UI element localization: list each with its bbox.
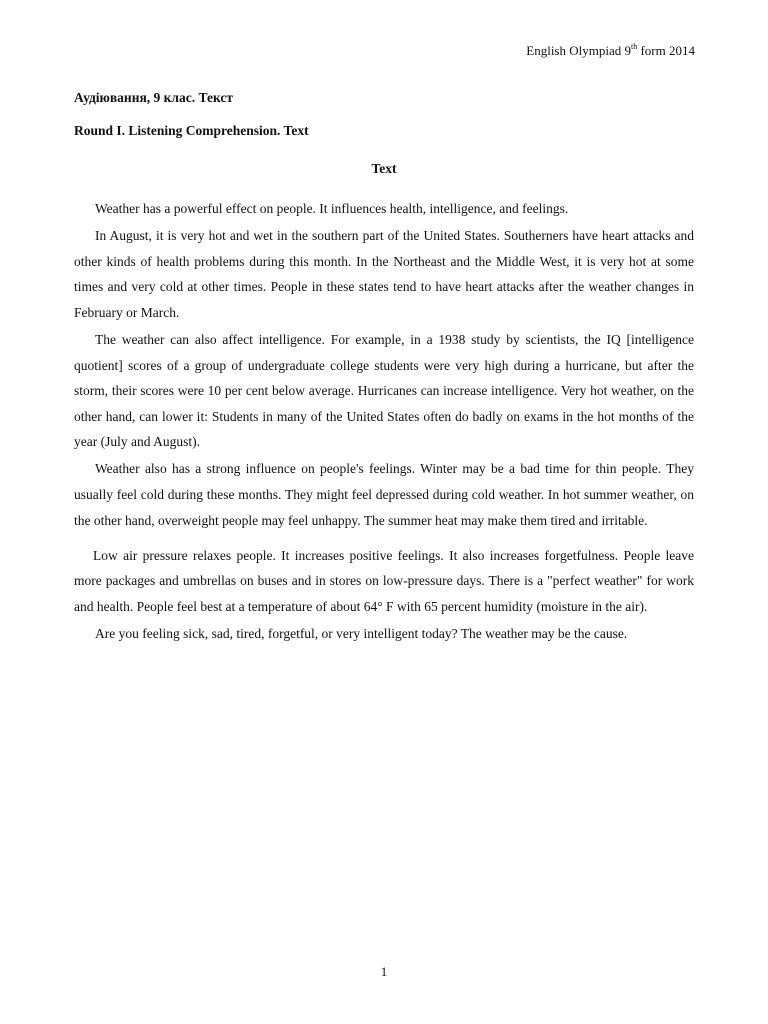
paragraph-6: Are you feeling sick, sad, tired, forgetful, or very intelligent today? The weather may be the cause. <box>95 626 628 641</box>
body-text <box>74 196 694 648</box>
header-text-after: form 2014 <box>637 43 695 58</box>
paragraph-1: Weather has a powerful effect on people. It influences health, intelligence, and feelings. <box>95 201 569 216</box>
header-superscript: th <box>630 41 638 51</box>
paragraph-4: Weather also has a strong influence on people's feelings. Winter may be a bad time for thin people. They usually feel cold during these months. They might feel depressed during cold weather. In hot summer weather, on the other hand, overweight people may feel unhappy. The summer heat may make them tired and irritable. <box>74 461 694 528</box>
heading-ukrainian: Аудіювання, 9 клас. Текст <box>74 90 234 105</box>
heading-english: Round I. Listening Comprehension. Text <box>74 123 309 138</box>
text-title: Text <box>371 161 397 176</box>
paragraph-5: Low air pressure relaxes people. It increases positive feelings. It also increases forgetfulness. People leave more packages and umbrellas on buses and in stores on low-pressure days. There is a "perfect weather" for work and health. People feel best at a temperature of about 64° F with 65 percent humidity (moisture in the air). <box>74 547 694 614</box>
header-text-before: English Olympiad 9 <box>526 43 631 58</box>
paragraph-3: The weather can also affect intelligence. For example, in a 1938 study by scientists, the IQ [intelligence quotient] scores of a group of undergraduate college students were very high during a hurricane, but after the storm, their scores were 10 per cent below average. Hurricanes can increase intelligence. Very hot weather, on the other hand, can lower it: Students in many of the United States often do badly on exams in the hot months of the year (July and August). <box>74 331 694 450</box>
page-number: 1 <box>380 964 388 979</box>
paragraph-2: In August, it is very hot and wet in the southern part of the United States. Southerners have heart attacks and other kinds of health problems during this month. In the Northeast and the Middle West, it is very hot at some times and very cold at other times. People in these states tend to have heart attacks after the weather changes in February or March. <box>74 228 694 320</box>
running-header <box>526 42 695 60</box>
